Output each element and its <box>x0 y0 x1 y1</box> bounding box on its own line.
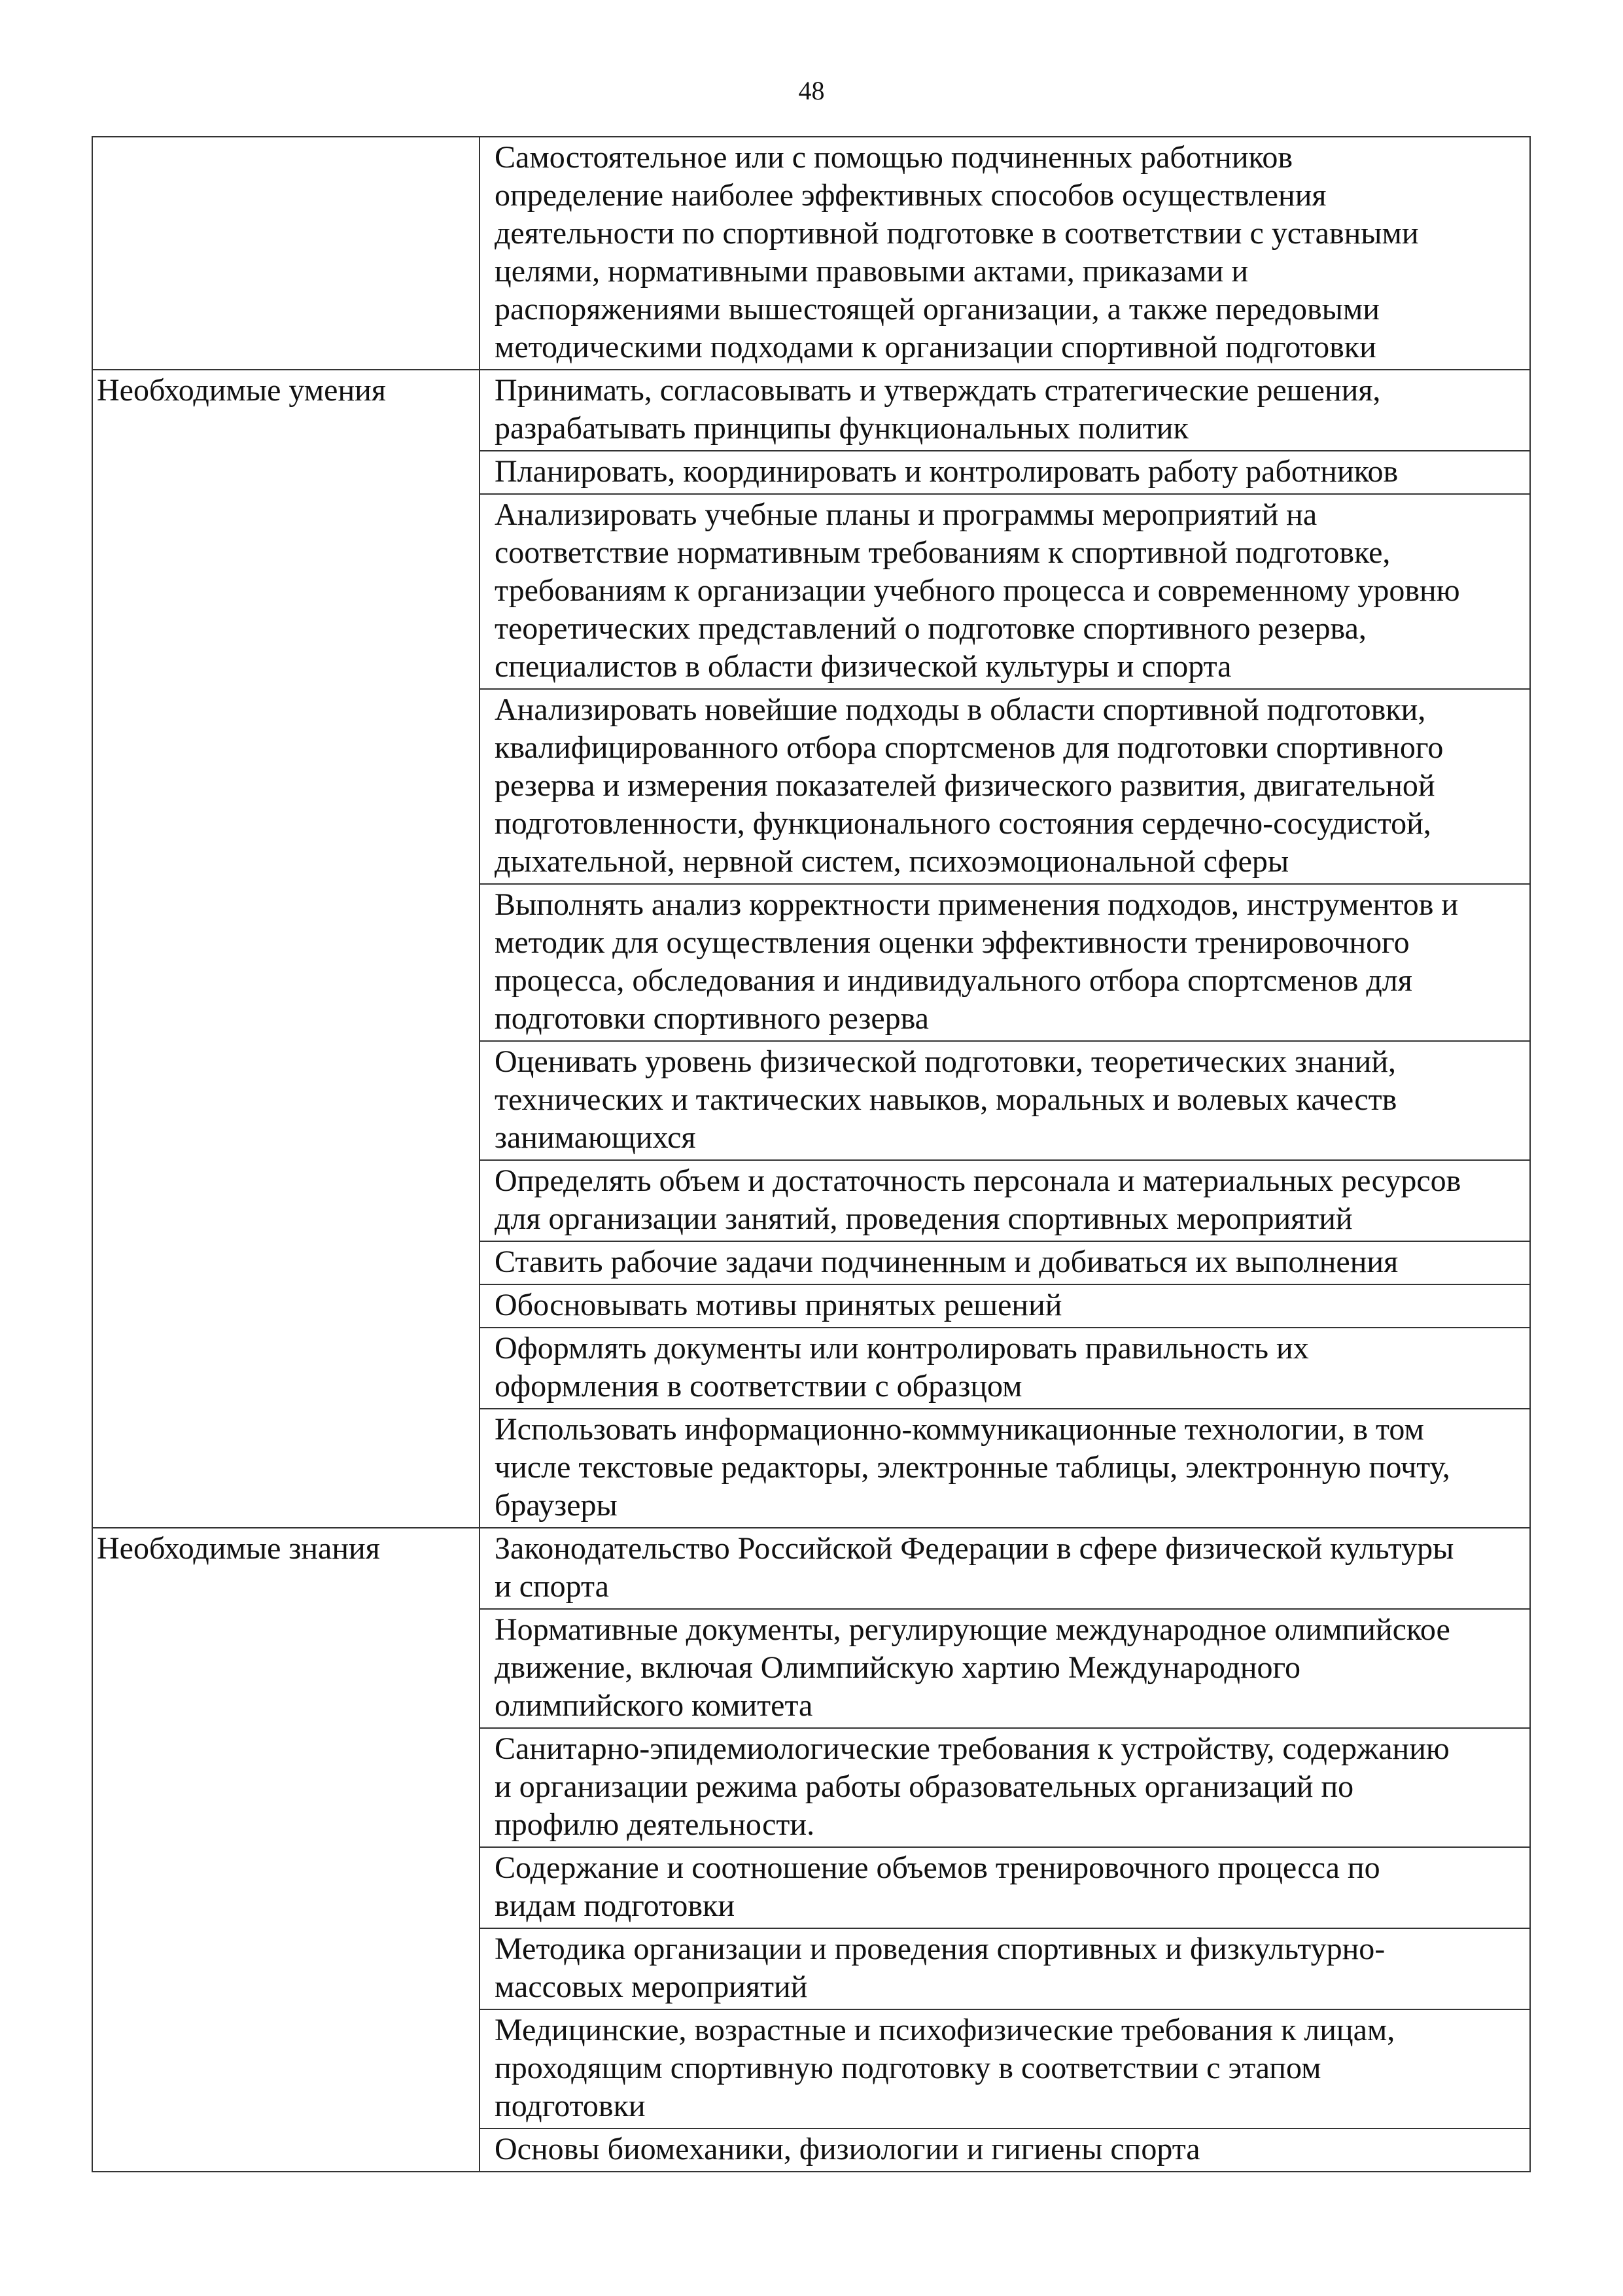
table-row <box>92 137 1530 370</box>
page-number: 48 <box>798 76 825 105</box>
row-text: Основы биомеханики, физиологии и гигиены спорта <box>480 2128 1530 2172</box>
row-text: Ставить рабочие задачи подчиненным и добиваться их выполнения <box>480 1241 1530 1284</box>
row-text: Законодательство Российской Федерации в сфере физической культуры и спорта <box>480 1528 1530 1609</box>
row-text: Планировать, координировать и контролировать работу работников <box>480 451 1530 494</box>
row-text: Определять объем и достаточность персонала и материальных ресурсов для организации занятий, проведения спортивных мероприятий <box>480 1160 1530 1241</box>
row-text: Санитарно-эпидемиологические требования к устройству, содержанию и организации режима работы образовательных организаций по профилю деятельности. <box>480 1728 1530 1847</box>
table-row <box>92 370 1530 451</box>
row-text: Нормативные документы, регулирующие международное олимпийское движение, включая Олимпийскую хартию Международного олимпийского комитета <box>480 1609 1530 1728</box>
row-text: Медицинские, возрастные и психофизические требования к лицам, проходящим спортивную подготовку в соответствии с этапом подготовки <box>480 2009 1530 2128</box>
row-label-knowledge: Необходимые знания <box>92 1528 480 2172</box>
row-text: Анализировать учебные планы и программы мероприятий на соответствие нормативным требованиям к спортивной подготовке, требованиям к организации учебного процесса и современному уровню теоретических представлений о подготовке спортивного резерва, специалистов в области физической культуры и спорта <box>480 494 1530 689</box>
requirements-table <box>92 136 1531 2172</box>
row-text: Оценивать уровень физической подготовки, теоретических знаний, технических и тактических навыков, моральных и волевых качеств занимающихся <box>480 1041 1530 1160</box>
row-text: Использовать информационно-коммуникационные технологии, в том числе текстовые редакторы, электронные таблицы, электронную почту, браузеры <box>480 1409 1530 1528</box>
row-text: Обосновывать мотивы принятых решений <box>480 1284 1530 1328</box>
row-text: Выполнять анализ корректности применения подходов, инструментов и методик для осуществления оценки эффективности тренировочного процесса, обследования и индивидуального отбора спортсменов для подготовки спортивного резерва <box>480 884 1530 1041</box>
row-text: Принимать, согласовывать и утверждать стратегические решения, разрабатывать принципы функциональных политик <box>480 370 1530 451</box>
row-text: Анализировать новейшие подходы в области спортивной подготовки, квалифицированного отбора спортсменов для подготовки спортивного резерва и измерения показателей физического развития, двигательной подготовленности, функционального состояния сердечно-сосудистой, дыхательной, нервной систем, психоэмоциональной сферы <box>480 689 1530 884</box>
row-label-skills: Необходимые умения <box>92 370 480 1528</box>
table-row <box>92 1528 1530 1609</box>
row-text: Оформлять документы или контролировать правильность их оформления в соответствии с образцом <box>480 1328 1530 1409</box>
row-text: Самостоятельное или с помощью подчиненных работников определение наиболее эффективных способов осуществления деятельности по спортивной подготовке в соответствии с уставными целями, нормативными правовыми актами, приказами и распоряжениями вышестоящей организации, а также передовыми методическими подходами к организации спортивной подготовки <box>480 137 1530 370</box>
row-label <box>92 137 480 370</box>
row-text: Содержание и соотношение объемов тренировочного процесса по видам подготовки <box>480 1847 1530 1928</box>
row-text: Методика организации и проведения спортивных и физкультурно- массовых мероприятий <box>480 1928 1530 2009</box>
